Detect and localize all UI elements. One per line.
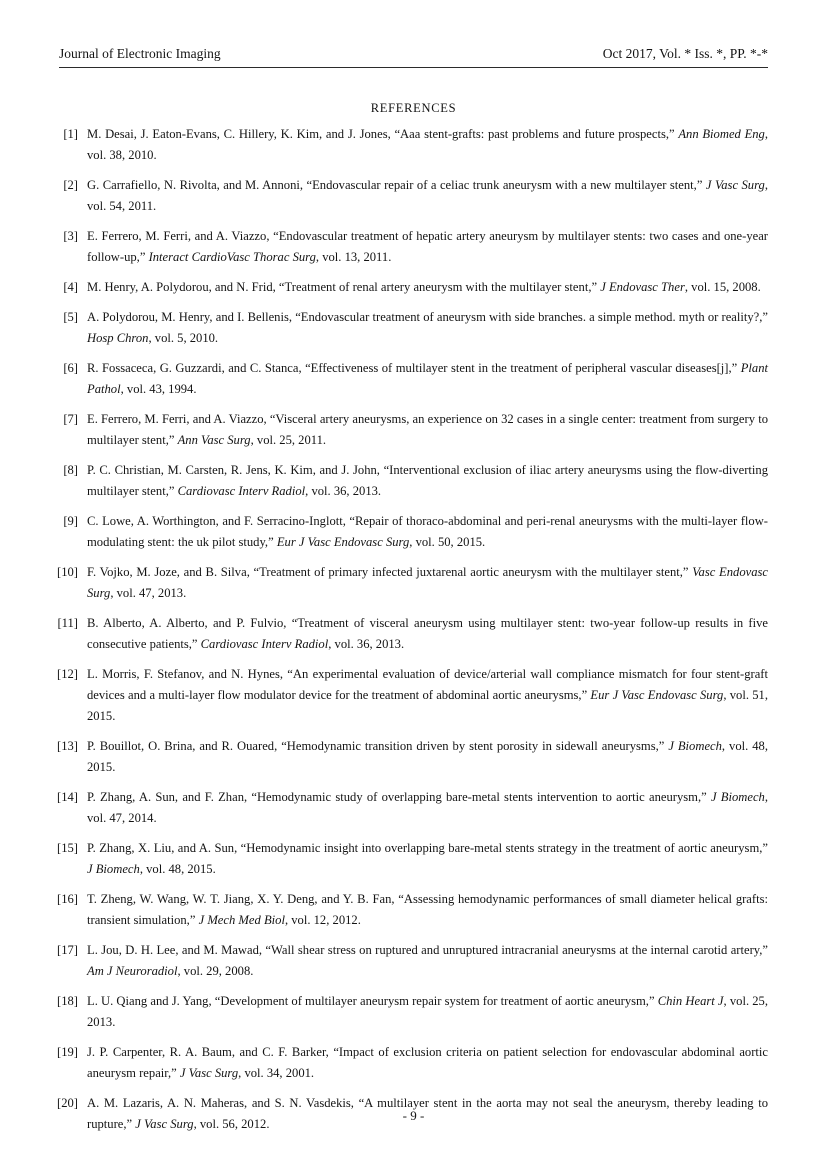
references-heading: REFERENCES [370, 101, 457, 115]
reference-tail: , vol. 25, 2013. [87, 994, 768, 1029]
reference-label: [1] [63, 127, 78, 141]
reference-item [63, 175, 768, 217]
reference-item [57, 991, 768, 1033]
journal-title: J Biomech [87, 862, 140, 876]
reference-label: [12] [57, 667, 78, 681]
reference-text: E. Ferrero, M. Ferri, and A. Viazzo, “Visceral artery aneurysms, an experience on 32 cases in a single center: treatment from surgery to multilayer stent,” [87, 412, 768, 447]
reference-tail: , vol. 48, 2015. [139, 862, 216, 876]
reference-item [57, 664, 768, 727]
reference-tail: , vol. 13, 2011. [315, 250, 392, 264]
reference-tail: , vol. 5, 2010. [148, 331, 219, 345]
reference-text: A. Polydorou, M. Henry, and I. Bellenis, “Endovascular treatment of aneurysm with side branches. a simple method. myth or reality?,” [87, 310, 768, 324]
journal-title: Plant Pathol [87, 361, 768, 396]
journal-title: J Biomech [710, 790, 765, 804]
reference-text: P. C. Christian, M. Carsten, R. Jens, K. Kim, and J. John, “Interventional exclusion of iliac artery aneurysms using the flow-diverting multilayer stent,” [87, 463, 768, 498]
reference-text: L. U. Qiang and J. Yang, “Development of multilayer aneurysm repair system for treatment of aortic aneurysm,” [87, 994, 658, 1008]
reference-text: B. Alberto, A. Alberto, and P. Fulvio, “Treatment of visceral aneurysm using multilayer stent: two-year follow-up results in five consecutive patients,” [87, 616, 768, 651]
reference-tail: , vol. 48, 2015. [87, 739, 768, 774]
reference-label: [2] [63, 178, 78, 192]
reference-label: [17] [57, 943, 78, 957]
reference-tail: , vol. 29, 2008. [177, 964, 254, 978]
journal-title: Interact CardioVasc Thorac Surg [148, 250, 316, 264]
reference-text: E. Ferrero, M. Ferri, and A. Viazzo, “Endovascular treatment of hepatic artery aneurysm by multilayer stents: two cases and one-year follow-up,” [87, 229, 768, 264]
journal-title: Ann Vasc Surg [177, 433, 251, 447]
reference-tail: , vol. 36, 2013. [305, 484, 382, 498]
journal-title: Cardiovasc Interv Radiol [177, 484, 306, 498]
journal-title: J Mech Med Biol [198, 913, 285, 927]
reference-tail: , vol. 25, 2011. [250, 433, 327, 447]
reference-label: [3] [63, 229, 78, 243]
reference-text: F. Vojko, M. Joze, and B. Silva, “Treatment of primary infected juxtarenal aortic aneurysm with the multilayer stent,” [87, 565, 693, 579]
reference-label: [18] [57, 994, 78, 1008]
reference-tail: , vol. 54, 2011. [87, 178, 768, 213]
reference-tail: , vol. 47, 2013. [110, 586, 187, 600]
reference-label: [16] [57, 892, 78, 906]
issue-info: Oct 2017, Vol. * Iss. *, PP. *-* [602, 46, 768, 61]
journal-title: J Biomech [668, 739, 722, 753]
reference-text: P. Bouillot, O. Brina, and R. Ouared, “Hemodynamic transition driven by stent porosity in sidewall aneurysms,” [87, 739, 669, 753]
reference-item [63, 358, 768, 400]
reference-item [63, 226, 768, 268]
reference-label: [19] [57, 1045, 78, 1059]
reference-label: [8] [63, 463, 78, 477]
journal-title: J Vasc Surg [179, 1066, 239, 1080]
reference-item [63, 124, 769, 166]
reference-tail: , vol. 34, 2001. [238, 1066, 315, 1080]
reference-item [57, 940, 768, 982]
reference-tail: , vol. 51, 2015. [87, 688, 768, 723]
reference-text: G. Carrafiello, N. Rivolta, and M. Annoni, “Endovascular repair of a celiac trunk aneurysm with a new multilayer stent,” [87, 178, 706, 192]
reference-tail: , vol. 43, 1994. [120, 382, 197, 396]
references-list [57, 124, 769, 1144]
journal-title: Eur J Vasc Endovasc Surg [276, 535, 410, 549]
journal-title: Chin Heart J [657, 994, 724, 1008]
journal-title: Hosp Chron [87, 331, 149, 345]
journal-title: Eur J Vasc Endovasc Surg [590, 688, 724, 702]
journal-title: Am J Neuroradiol [87, 964, 178, 978]
reference-label: [5] [63, 310, 78, 324]
reference-tail: , vol. 47, 2014. [87, 790, 768, 825]
journal-title: J Endovasc Ther [600, 280, 685, 294]
reference-item [63, 409, 768, 451]
reference-tail: , vol. 50, 2015. [409, 535, 486, 549]
reference-item [63, 307, 768, 349]
reference-text: R. Fossaceca, G. Guzzardi, and C. Stanca, “Effectiveness of multilayer stent in the treatment of peripheral vascular diseases[j],” [87, 361, 741, 375]
reference-item [57, 838, 768, 880]
reference-text: T. Zheng, W. Wang, W. T. Jiang, X. Y. Deng, and Y. B. Fan, “Assessing hemodynamic performances of small diameter helical grafts: transient simulation,” [87, 892, 768, 927]
reference-item [57, 613, 768, 655]
reference-text: P. Zhang, X. Liu, and A. Sun, “Hemodynamic insight into overlapping bare-metal stents strategy in the treatment of aortic aneurysm,” [87, 841, 768, 855]
reference-label: [11] [57, 616, 78, 630]
reference-text: P. Zhang, A. Sun, and F. Zhan, “Hemodynamic study of overlapping bare-metal stents intervention to aortic aneurysm,” [87, 790, 711, 804]
reference-label: [9] [63, 514, 78, 528]
reference-item [57, 1042, 768, 1084]
reference-item [57, 562, 768, 604]
reference-text: C. Lowe, A. Worthington, and F. Serracino-Inglott, “Repair of thoraco-abdominal and peri-renal aneurysms with the multi-layer flow-modulating stent: the uk pilot study,” [87, 514, 768, 549]
reference-item [57, 736, 768, 778]
reference-item [57, 787, 768, 829]
reference-text: M. Desai, J. Eaton-Evans, C. Hillery, K. Kim, and J. Jones, “Aaa stent-grafts: past problems and future prospects,” [87, 127, 679, 141]
journal-title: J Vasc Surg [705, 178, 765, 192]
reference-text: L. Jou, D. H. Lee, and M. Mawad, “Wall shear stress on ruptured and unruptured intracranial aneurysms at the internal carotid artery,” [87, 943, 768, 957]
journal-title: Vasc Endovasc Surg [87, 565, 768, 600]
page-number: - 9 - [402, 1108, 425, 1123]
reference-item [63, 460, 768, 502]
reference-label: [15] [57, 841, 78, 855]
page-header [59, 46, 768, 68]
reference-label: [7] [63, 412, 78, 426]
journal-title: Ann Biomed Eng [678, 127, 765, 141]
reference-label: [14] [57, 790, 78, 804]
reference-item [63, 511, 768, 553]
reference-text: J. P. Carpenter, R. A. Baum, and C. F. Barker, “Impact of exclusion criteria on patient selection for endovascular abdominal aortic aneurysm repair,” [87, 1045, 768, 1080]
reference-label: [13] [57, 739, 78, 753]
journal-title: Cardiovasc Interv Radiol [200, 637, 329, 651]
journal-header-title: Journal of Electronic Imaging [59, 46, 221, 61]
reference-label: [20] [57, 1096, 78, 1110]
reference-tail: , vol. 36, 2013. [328, 637, 405, 651]
reference-tail: , vol. 15, 2008. [684, 280, 761, 294]
journal-title: J Vasc Surg [135, 1117, 194, 1131]
reference-label: [6] [63, 361, 78, 375]
reference-tail: , vol. 12, 2012. [284, 913, 361, 927]
reference-item [63, 277, 768, 298]
reference-text: L. Morris, F. Stefanov, and N. Hynes, “An experimental evaluation of device/arterial wall compliance mismatch for four stent-graft devices and a multi-layer flow modulator device for the treatment of abdominal aortic aneurysms,” [87, 667, 768, 702]
reference-tail: , vol. 56, 2012. [193, 1117, 270, 1131]
reference-item [57, 889, 768, 931]
reference-label: [10] [57, 565, 78, 579]
reference-text: M. Henry, A. Polydorou, and N. Frid, “Treatment of renal artery aneurysm with the multilayer stent,” [87, 280, 601, 294]
reference-text: A. M. Lazaris, A. N. Maheras, and S. N. Vasdekis, “A multilayer stent in the aorta may not seal the aneurysm, thereby leading to rupture,” [87, 1096, 768, 1131]
reference-label: [4] [63, 280, 78, 294]
reference-tail: , vol. 38, 2010. [87, 127, 769, 162]
